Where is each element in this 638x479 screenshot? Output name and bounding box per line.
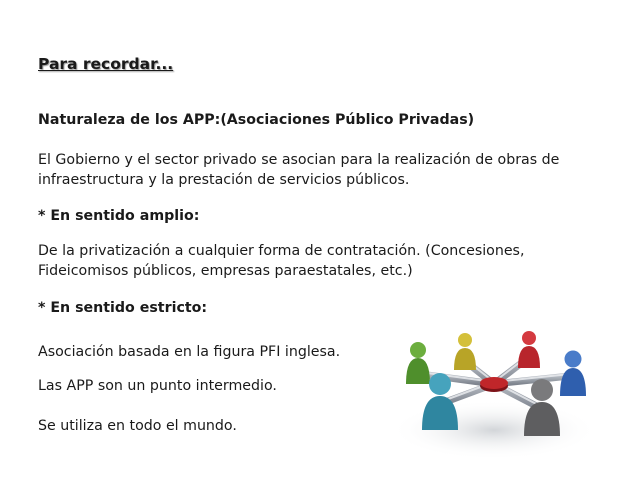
app-heading: Naturaleza de los APP:(Asociaciones Público Privadas) bbox=[38, 112, 475, 128]
network-hub bbox=[480, 377, 508, 392]
floor-shadow bbox=[390, 400, 598, 460]
broad-sense-heading: * En sentido amplio: bbox=[38, 208, 200, 224]
strict-sense-heading: * En sentido estricto: bbox=[38, 300, 208, 316]
person-red-icon bbox=[518, 331, 540, 368]
worldwide-note: Se utiliza en todo el mundo. bbox=[38, 418, 237, 434]
broad-sense-line-2: Fideicomisos públicos, empresas paraestatales, etc.) bbox=[38, 263, 413, 279]
person-yellow-icon bbox=[454, 333, 476, 370]
broad-sense-line-1: De la privatización a cualquier forma de contratación. (Concesiones, bbox=[38, 243, 525, 259]
strict-sense-text: Asociación basada en la figura PFI inglesa. bbox=[38, 344, 341, 360]
network-people-illustration bbox=[388, 318, 600, 466]
slide-title: Para recordar... bbox=[38, 55, 174, 73]
app-midpoint-note: Las APP son un punto intermedio. bbox=[38, 378, 277, 394]
intro-line-2: infraestructura y la prestación de servicios públicos. bbox=[38, 172, 410, 188]
person-green-icon bbox=[406, 342, 430, 384]
intro-line-1: El Gobierno y el sector privado se asocian para la realización de obras de bbox=[38, 152, 560, 168]
